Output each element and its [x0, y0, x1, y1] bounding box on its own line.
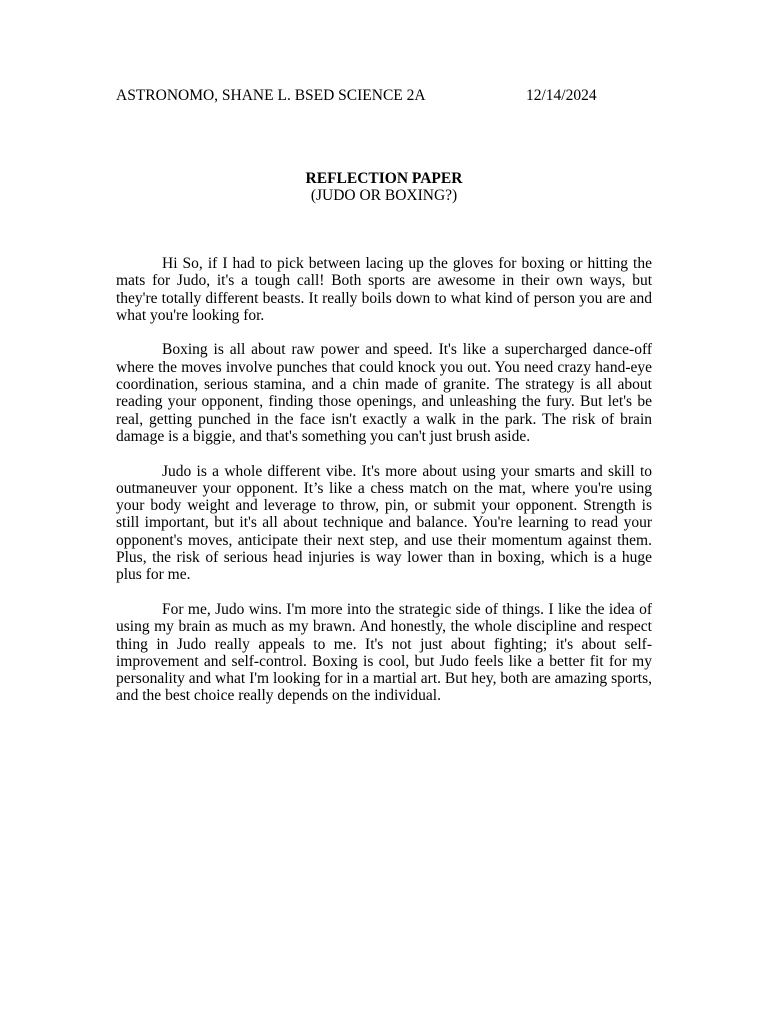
- document-header: [116, 86, 656, 106]
- document-date: 12/14/2024: [526, 87, 597, 104]
- paragraph-boxing: Boxing is all about raw power and speed. It's like a supercharged dance-off where the moves involve punches that could knock you out. You need crazy hand-eye coordination, serious stamina, and a chin made of granite. The strategy is all about reading your opponent, finding those openings, and unleashing the fury. But let's be real, getting punched in the face isn't exactly a walk in the park. The risk of brain damage is a biggie, and that's something you can't just brush aside.: [116, 341, 652, 445]
- author-line: ASTRONOMO, SHANE L. BSED SCIENCE 2A: [116, 87, 426, 104]
- body-text: [116, 255, 652, 705]
- page-subtitle: (JUDO OR BOXING?): [310, 187, 458, 204]
- paragraph-judo: Judo is a whole different vibe. It's more about using your smarts and skill to outmaneuver your opponent. It’s like a chess match on the mat, where you're using your body weight and leverage to throw, pin, or submit your opponent. Strength is still important, but it's all about technique and balance. You're learning to read your opponent's moves, anticipate their next step, and use their momentum against them. Plus, the risk of serious head injuries is way lower than in boxing, which is a huge plus for me.: [116, 462, 652, 584]
- title-block: [0, 170, 768, 204]
- paragraph-intro: Hi So, if I had to pick between lacing up the gloves for boxing or hitting the mats for Judo, it's a tough call! Both sports are awesome in their own ways, but they're totally different beasts. It really boils down to what kind of person you are and what you're looking for.: [116, 255, 652, 324]
- paragraph-conclusion: For me, Judo wins. I'm more into the strategic side of things. I like the idea of using my brain as much as my brawn. And honestly, the whole discipline and respect thing in Judo really appeals to me. It's not just about fighting; it's about self-improvement and self-control. Boxing is cool, but Judo feels like a better fit for my personality and what I'm looking for in a martial art. But hey, both are amazing sports, and the best choice really depends on the individual.: [116, 600, 652, 705]
- page-title: REFLECTION PAPER: [305, 170, 463, 187]
